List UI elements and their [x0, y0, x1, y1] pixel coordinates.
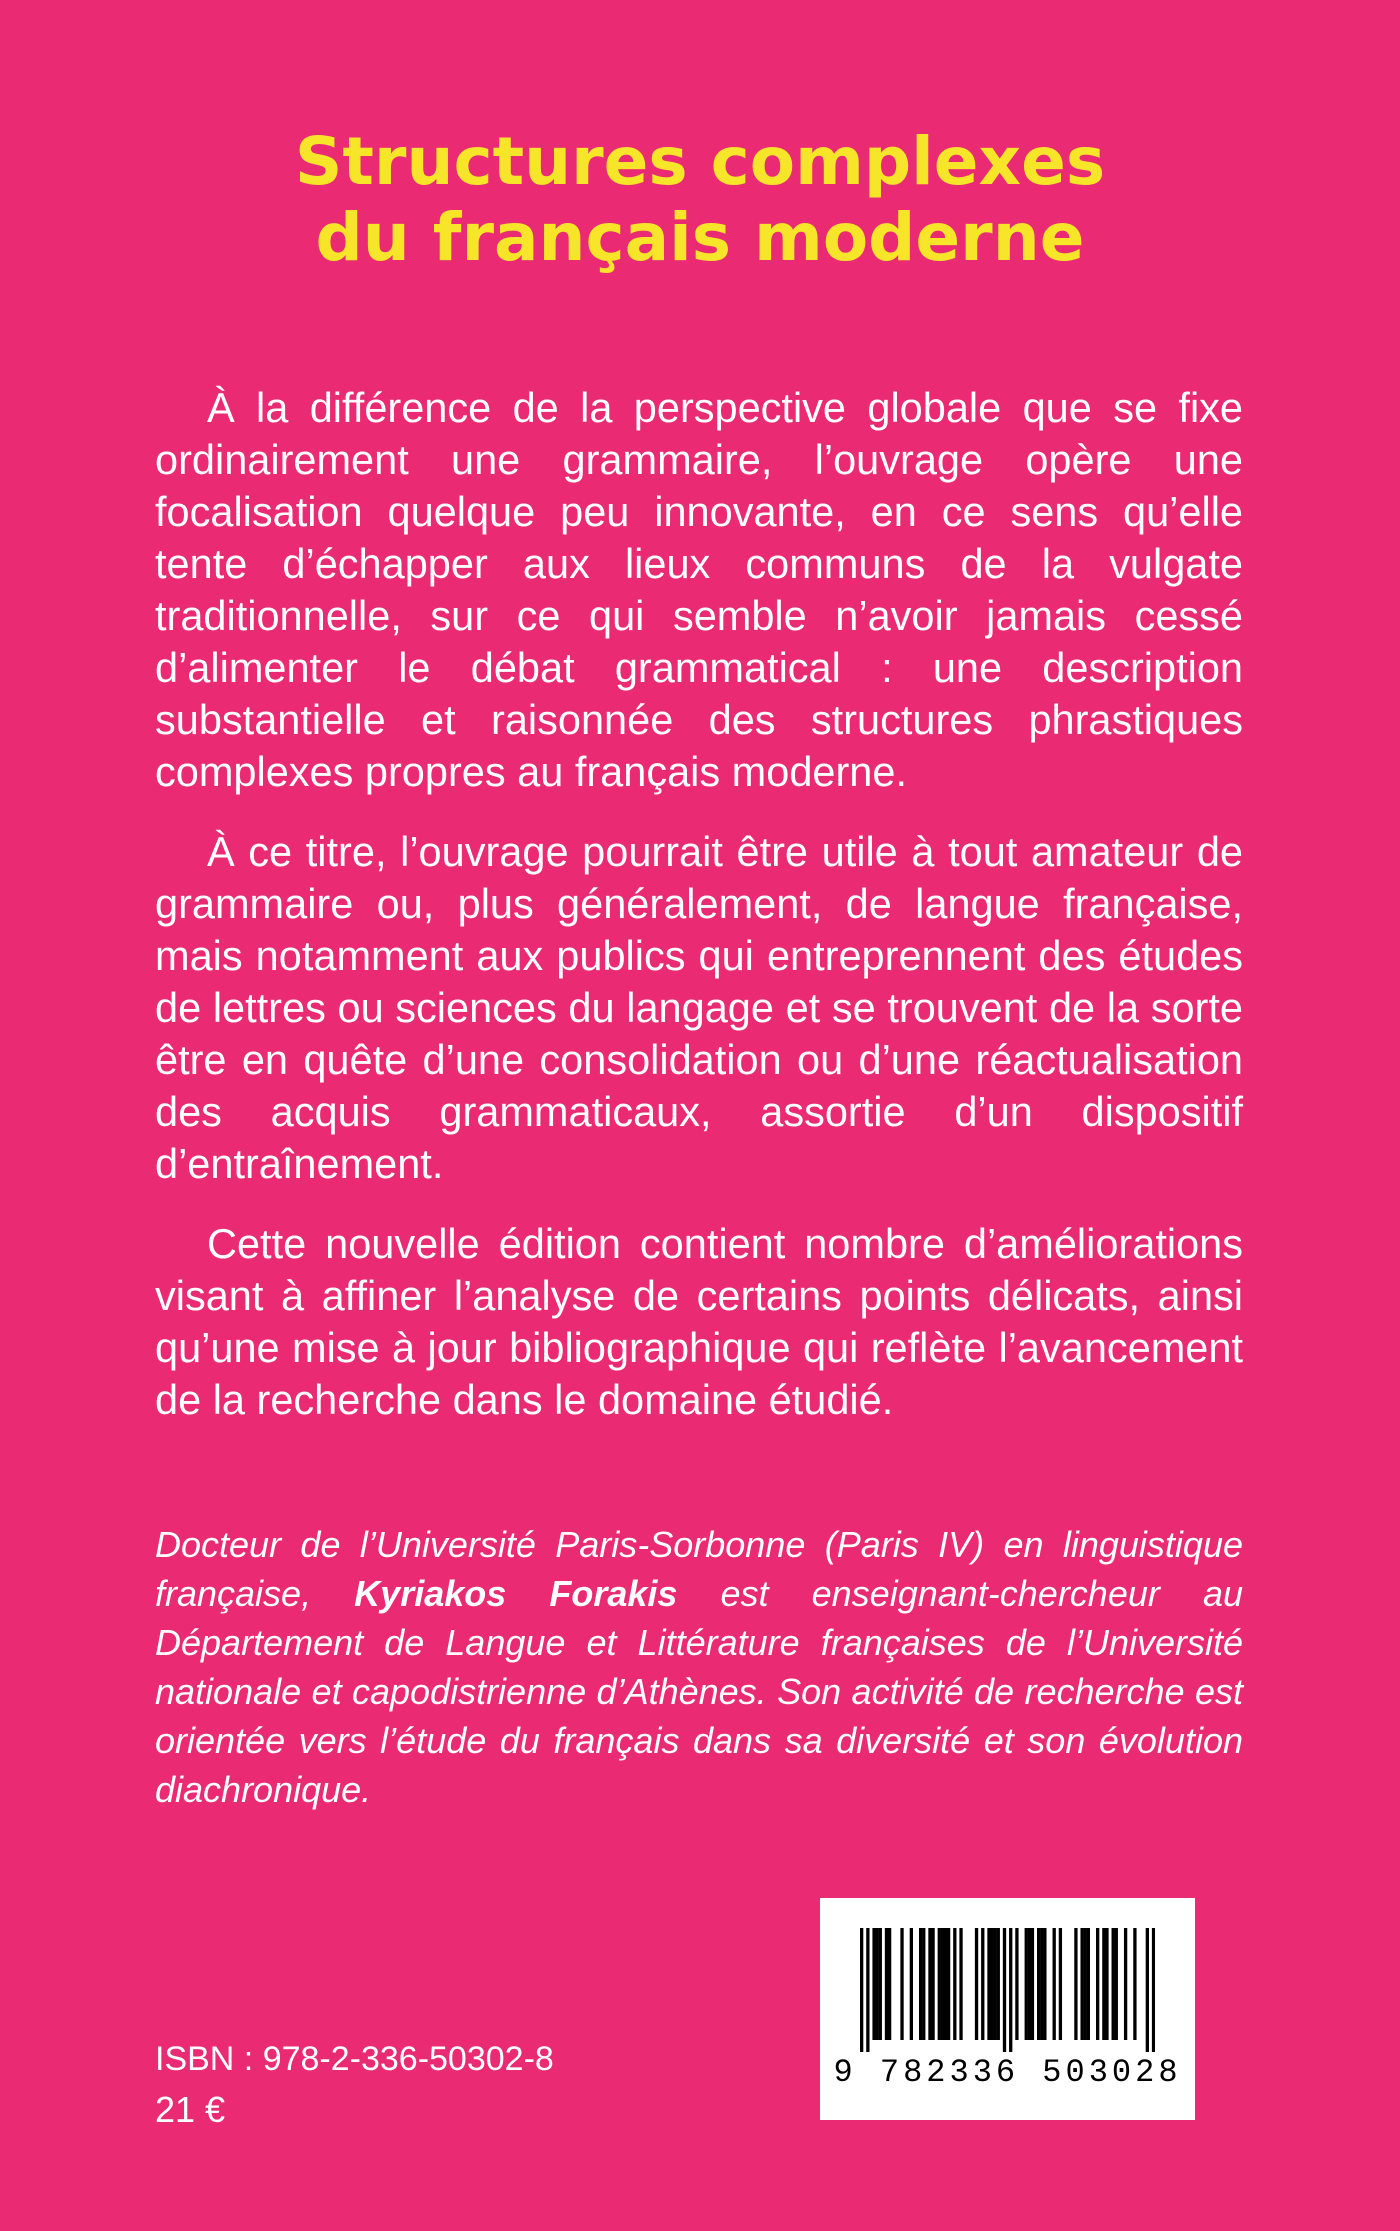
- barcode-bar: [1025, 1928, 1028, 2040]
- barcode-bar: [1074, 1928, 1077, 2040]
- barcode-bar: [947, 1928, 950, 2040]
- blurb-paragraph-1: À la différence de la perspective globale que se fixe ordinairement une grammaire, l’ouvrage opère une focalisation quelque peu innovante, en ce sens qu’elle tente d’échapper aux lieux communs de la vulgate traditionnelle, sur ce qui semble n’avoir jamais cessé d’alimenter le débat grammatical : une description substantielle et raisonnée des structures phrastiques complexes propres au français moderne.: [155, 384, 1243, 795]
- barcode-bar: [1146, 1928, 1149, 2052]
- barcode-bar: [876, 1928, 879, 2040]
- barcode-bar: [1124, 1928, 1127, 2040]
- barcode-bar: [1003, 1928, 1006, 2052]
- author-bio: [155, 1520, 1243, 1814]
- barcode-bar: [975, 1928, 978, 2040]
- barcode: [820, 1898, 1195, 2120]
- title-line-2: du français moderne: [315, 199, 1085, 276]
- barcode-bar: [938, 1928, 941, 2040]
- bio-text-before: Docteur de l’Université Paris-Sorbonne (Paris IV) en linguistique française,: [155, 1524, 1243, 1614]
- book-title: [0, 124, 1400, 276]
- barcode-bar: [885, 1928, 888, 2040]
- barcode-bar: [1009, 1928, 1012, 2052]
- barcode-bar: [1028, 1928, 1031, 2040]
- barcode-digits: 9 782336 503028: [833, 2054, 1182, 2091]
- barcode-bar: [922, 1928, 925, 2040]
- barcode-bar: [1133, 1928, 1136, 2040]
- barcode-bar: [1037, 1928, 1040, 2040]
- barcode-bar: [872, 1928, 875, 2040]
- isbn: ISBN : 978-2-336-50302-8: [155, 2040, 554, 2078]
- barcode-bar: [879, 1928, 882, 2040]
- barcode-bar: [1112, 1928, 1115, 2040]
- barcode-bar: [1031, 1928, 1034, 2040]
- barcode-bar: [944, 1928, 947, 2040]
- barcode-bar: [1015, 1928, 1018, 2040]
- author-name: Kyriakos Forakis: [354, 1573, 678, 1614]
- barcode-bar: [990, 1928, 993, 2040]
- barcode-bar: [888, 1928, 891, 2040]
- barcode-bar: [910, 1928, 913, 2040]
- barcode-bar: [1152, 1928, 1155, 2052]
- price: 21 €: [155, 2089, 226, 2130]
- barcode-bar: [981, 1928, 984, 2040]
- barcode-bar: [860, 1928, 863, 2052]
- barcode-bar: [919, 1928, 922, 2040]
- bio-text-after: est enseignant-chercheur au Département de Langue et Littérature françaises de l’Université nationale et capodistrienne d’Athènes. Son activité de recherche est orientée vers l’étude du français dans sa diversité et son évolution diachronique.: [155, 1573, 1243, 1810]
- barcode-bar: [1087, 1928, 1090, 2040]
- barcode-bar: [1053, 1928, 1056, 2040]
- barcode-bar: [941, 1928, 944, 2040]
- barcode-bar: [928, 1928, 931, 2040]
- barcode-bars: [860, 1928, 1155, 2052]
- barcode-bar: [997, 1928, 1000, 2040]
- barcode-bar: [1043, 1928, 1046, 2040]
- barcode-bar: [959, 1928, 962, 2040]
- barcode-bar: [1105, 1928, 1108, 2040]
- barcode-bar: [953, 1928, 956, 2040]
- barcode-bar: [1096, 1928, 1099, 2040]
- barcode-bar: [1102, 1928, 1105, 2040]
- barcode-bar: [987, 1928, 990, 2040]
- blurb: [155, 382, 1243, 1454]
- barcode-bar: [1040, 1928, 1043, 2040]
- barcode-bar: [1084, 1928, 1087, 2040]
- barcode-bar: [1115, 1928, 1118, 2040]
- barcode-bar: [931, 1928, 934, 2040]
- barcode-bar: [994, 1928, 997, 2040]
- barcode-bar: [900, 1928, 903, 2040]
- title-line-1: Structures complexes: [294, 123, 1106, 200]
- blurb-paragraph-3: Cette nouvelle édition contient nombre d’améliorations visant à affiner l’analyse de certains points délicats, ainsi qu’une mise à jour bibliographique qui reflète l’avancement de la recherche dans le domaine étudié.: [155, 1220, 1243, 1423]
- barcode-bar: [866, 1928, 869, 2052]
- barcode-bar: [1059, 1928, 1062, 2040]
- barcode-bar: [1080, 1928, 1083, 2040]
- blurb-paragraph-2: À ce titre, l’ouvrage pourrait être utile à tout amateur de grammaire ou, plus généralement, de langue française, mais notamment aux publics qui entreprennent des études de lettres ou sciences du langage et se trouvent de la sorte être en quête d’une consolidation ou d’une réactualisation des acquis grammaticaux, assortie d’un dispositif d’entraînement.: [155, 828, 1243, 1187]
